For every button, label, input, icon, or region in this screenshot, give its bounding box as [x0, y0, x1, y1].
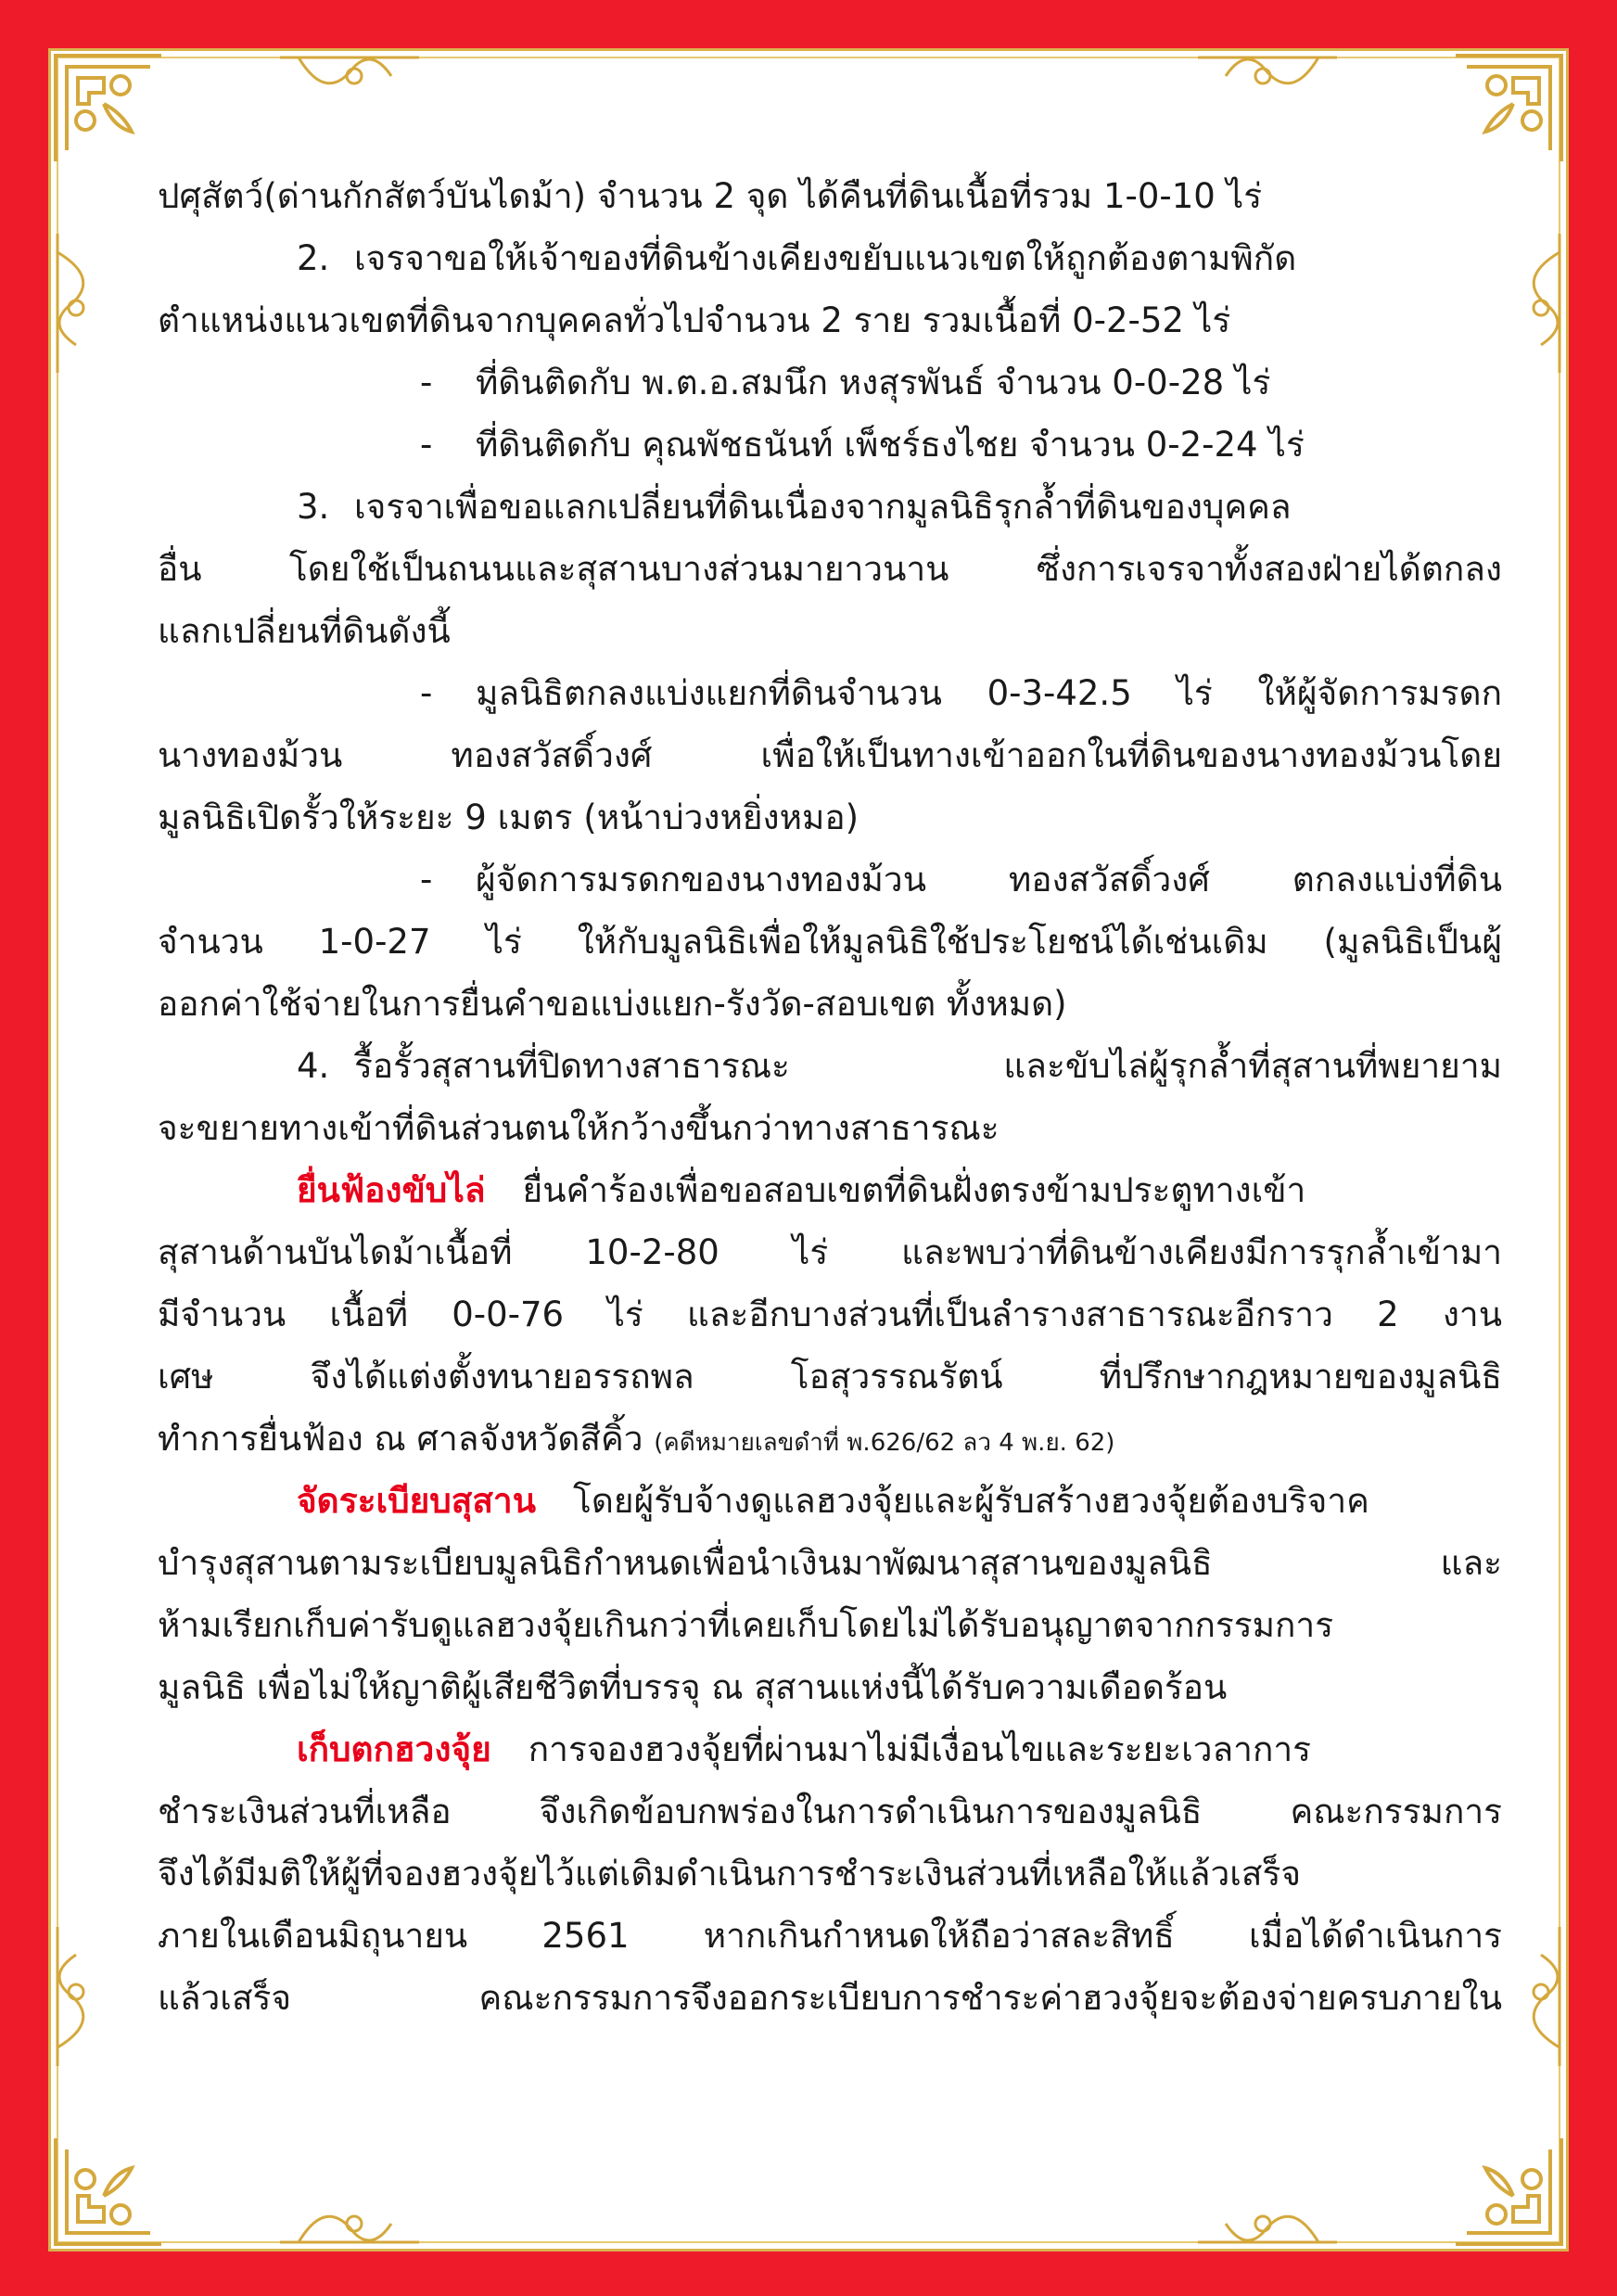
- text-line: ชำระเงินส่วนที่เหลือ จึงเกิดข้อบกพร่องในการดำเนินการของมูลนิธิ คณะกรรมการ: [158, 1792, 1502, 1831]
- section-eviction: [158, 1159, 1502, 1221]
- bullet-dash: -: [420, 673, 433, 713]
- text-line: อื่น โดยใช้เป็นถนนและสุสานบางส่วนมายาวนาน ซึ่งการเจรจาทั้งสองฝ่ายได้ตกลง: [158, 549, 1502, 589]
- text-line: ภายในเดือนมิถุนายน 2561 หากเกินกำหนดให้ถือว่าสละสิทธิ์ เมื่อได้ดำเนินการ: [158, 1916, 1502, 1956]
- text-line: โดยผู้รับจ้างดูแลฮวงจุ้ยและผู้รับสร้างฮวงจุ้ยต้องบริจาค: [573, 1481, 1369, 1521]
- text-line: ผู้จัดการมรดกของนางทองม้วน ทองสวัสดิ์วงศ์ ตกลงแบ่งที่ดิน: [476, 860, 1502, 899]
- text-line: มูลนิธิ เพื่อไม่ให้ญาติผู้เสียชีวิตที่บรรจุ ณ สุสานแห่งนี้ได้รับความเดือดร้อน: [158, 1667, 1228, 1707]
- text-line: เจรจาเพื่อขอแลกเปลี่ยนที่ดินเนื่องจากมูลนิธิรุกล้ำที่ดินของบุคคล: [354, 487, 1292, 527]
- item-number: 4.: [297, 1046, 330, 1086]
- text-line: ยื่นคำร้องเพื่อขอสอบเขตที่ดินฝั่งตรงข้ามประตูทางเข้า: [522, 1170, 1306, 1210]
- text-line: จำนวน 1-0-27 ไร่ ให้กับมูลนิธิเพื่อให้มูลนิธิใช้ประโยชน์ได้เช่นเดิม (มูลนิธิเป็นผู้: [158, 922, 1502, 962]
- text-line: บำรุงสุสานตามระเบียบมูลนิธิกำหนดเพื่อนำเงินมาพัฒนาสุสานของมูลนิธิ และ: [158, 1543, 1502, 1583]
- item-4: [158, 1035, 1502, 1097]
- text-line: เจรจาขอให้เจ้าของที่ดินข้างเคียงขยับแนวเขตให้ถูกต้องตามพิกัด: [354, 238, 1297, 278]
- bullet-item: [158, 662, 1502, 724]
- document-body: [158, 165, 1502, 2029]
- text-line: ตำแหน่งแนวเขตที่ดินจากบุคคลทั่วไปจำนวน 2 ราย รวมเนื้อที่ 0-2-52 ไร่: [158, 300, 1231, 340]
- section-grave-collection: [158, 1718, 1502, 1780]
- section-heading: เก็บตกฮวงจุ้ย: [297, 1729, 491, 1769]
- ornament-corner-icon: [48, 2131, 169, 2251]
- text-line: มูลนิธิเปิดรั้วให้ระยะ 9 เมตร (หน้าบ่วงหยิ่งหมอ): [158, 797, 859, 837]
- text-span: ทำการยื่นฟ้อง ณ ศาลจังหวัดสีคิ้ว: [158, 1419, 643, 1459]
- ornament-scroll-icon: [1198, 48, 1337, 113]
- text-line: รื้อรั้วสุสานที่ปิดทางสาธารณะ และขับไล่ผู้รุกล้ำที่สุสานที่พยายาม: [354, 1046, 1502, 1086]
- ornament-scroll-icon: [48, 234, 113, 373]
- bullet-dash: -: [420, 363, 433, 402]
- text-line: มีจำนวน เนื้อที่ 0-0-76 ไร่ และอีกบางส่วนที่เป็นลำรางสาธารณะอีกราว 2 งาน: [158, 1295, 1502, 1334]
- section-heading: ยื่นฟ้องขับไล่: [297, 1170, 486, 1210]
- text-line: ปศุสัตว์(ด่านกักสัตว์บันไดม้า) จำนวน 2 จุด ได้คืนที่ดินเนื้อที่รวม 1-0-10 ไร่: [158, 176, 1263, 216]
- document-page: [48, 48, 1569, 2251]
- text-line: ที่ดินติดกับ พ.ต.อ.สมนึก หงสุรพันธ์ จำนวน 0-0-28 ไร่: [476, 363, 1271, 402]
- item-number: 2.: [297, 238, 330, 278]
- ornament-scroll-icon: [1504, 1927, 1569, 2066]
- bullet-item: [158, 848, 1502, 911]
- ornament-scroll-icon: [1198, 2187, 1337, 2251]
- ornament-corner-icon: [1448, 48, 1569, 169]
- section-cemetery-rules: [158, 1470, 1502, 1532]
- text-line: เศษ จึงได้แต่งตั้งทนายอรรถพล โอสุวรรณรัตน์ ที่ปรึกษากฎหมายของมูลนิธิ: [158, 1357, 1502, 1397]
- item-number: 3.: [297, 487, 330, 527]
- text-line: แล้วเสร็จ คณะกรรมการจึงออกระเบียบการชำระค่าฮวงจุ้ยจะต้องจ่ายครบภายใน: [158, 1978, 1502, 2018]
- ornament-scroll-icon: [1504, 234, 1569, 373]
- bullet-item: [158, 414, 1502, 476]
- section-heading: จัดระเบียบสุสาน: [297, 1481, 536, 1521]
- text-line: มูลนิธิตกลงแบ่งแยกที่ดินจำนวน 0-3-42.5 ไร่ ให้ผู้จัดการมรดก: [476, 673, 1502, 713]
- text-line: นางทองม้วน ทองสวัสดิ์วงศ์ เพื่อให้เป็นทางเข้าออกในที่ดินของนางทองม้วนโดย: [158, 735, 1502, 775]
- text-line: สุสานด้านบันไดม้าเนื้อที่ 10-2-80 ไร่ และพบว่าที่ดินข้างเคียงมีการรุกล้ำเข้ามา: [158, 1232, 1502, 1272]
- ornament-corner-icon: [48, 48, 169, 169]
- case-note: (คดีหมายเลขดำที่ พ.626/62 ลว 4 พ.ย. 62): [654, 1429, 1115, 1457]
- text-line: ที่ดินติดกับ คุณพัชธนันท์ เพ็ชร์ธงไชย จำนวน 0-2-24 ไร่: [476, 425, 1305, 465]
- ornament-scroll-icon: [280, 48, 419, 113]
- item-3: [158, 476, 1502, 538]
- bullet-dash: -: [420, 860, 433, 899]
- text-line: จึงได้มีมติให้ผู้ที่จองฮวงจุ้ยไว้แต่เดิมดำเนินการชำระเงินส่วนที่เหลือให้แล้วเสร็จ: [158, 1854, 1302, 1894]
- text-line: จะขยายทางเข้าที่ดินส่วนตนให้กว้างขึ้นกว่าทางสาธารณะ: [158, 1108, 999, 1148]
- ornament-scroll-icon: [280, 2187, 419, 2251]
- bullet-item: [158, 351, 1502, 414]
- item-2: [158, 227, 1502, 289]
- text-line: แลกเปลี่ยนที่ดินดังนี้: [158, 611, 451, 651]
- text-line: ออกค่าใช้จ่ายในการยื่นคำขอแบ่งแยก-รังวัด-สอบเขต ทั้งหมด): [158, 984, 1067, 1024]
- ornament-scroll-icon: [48, 1927, 113, 2066]
- bullet-dash: -: [420, 425, 433, 465]
- ornament-corner-icon: [1448, 2131, 1569, 2251]
- text-line: การจองฮวงจุ้ยที่ผ่านมาไม่มีเงื่อนไขและระยะเวลาการ: [528, 1729, 1312, 1769]
- text-line: [158, 1408, 1502, 1470]
- text-line: ห้ามเรียกเก็บค่ารับดูแลฮวงจุ้ยเกินกว่าที่เคยเก็บโดยไม่ได้รับอนุญาตจากกรรมการ: [158, 1605, 1334, 1645]
